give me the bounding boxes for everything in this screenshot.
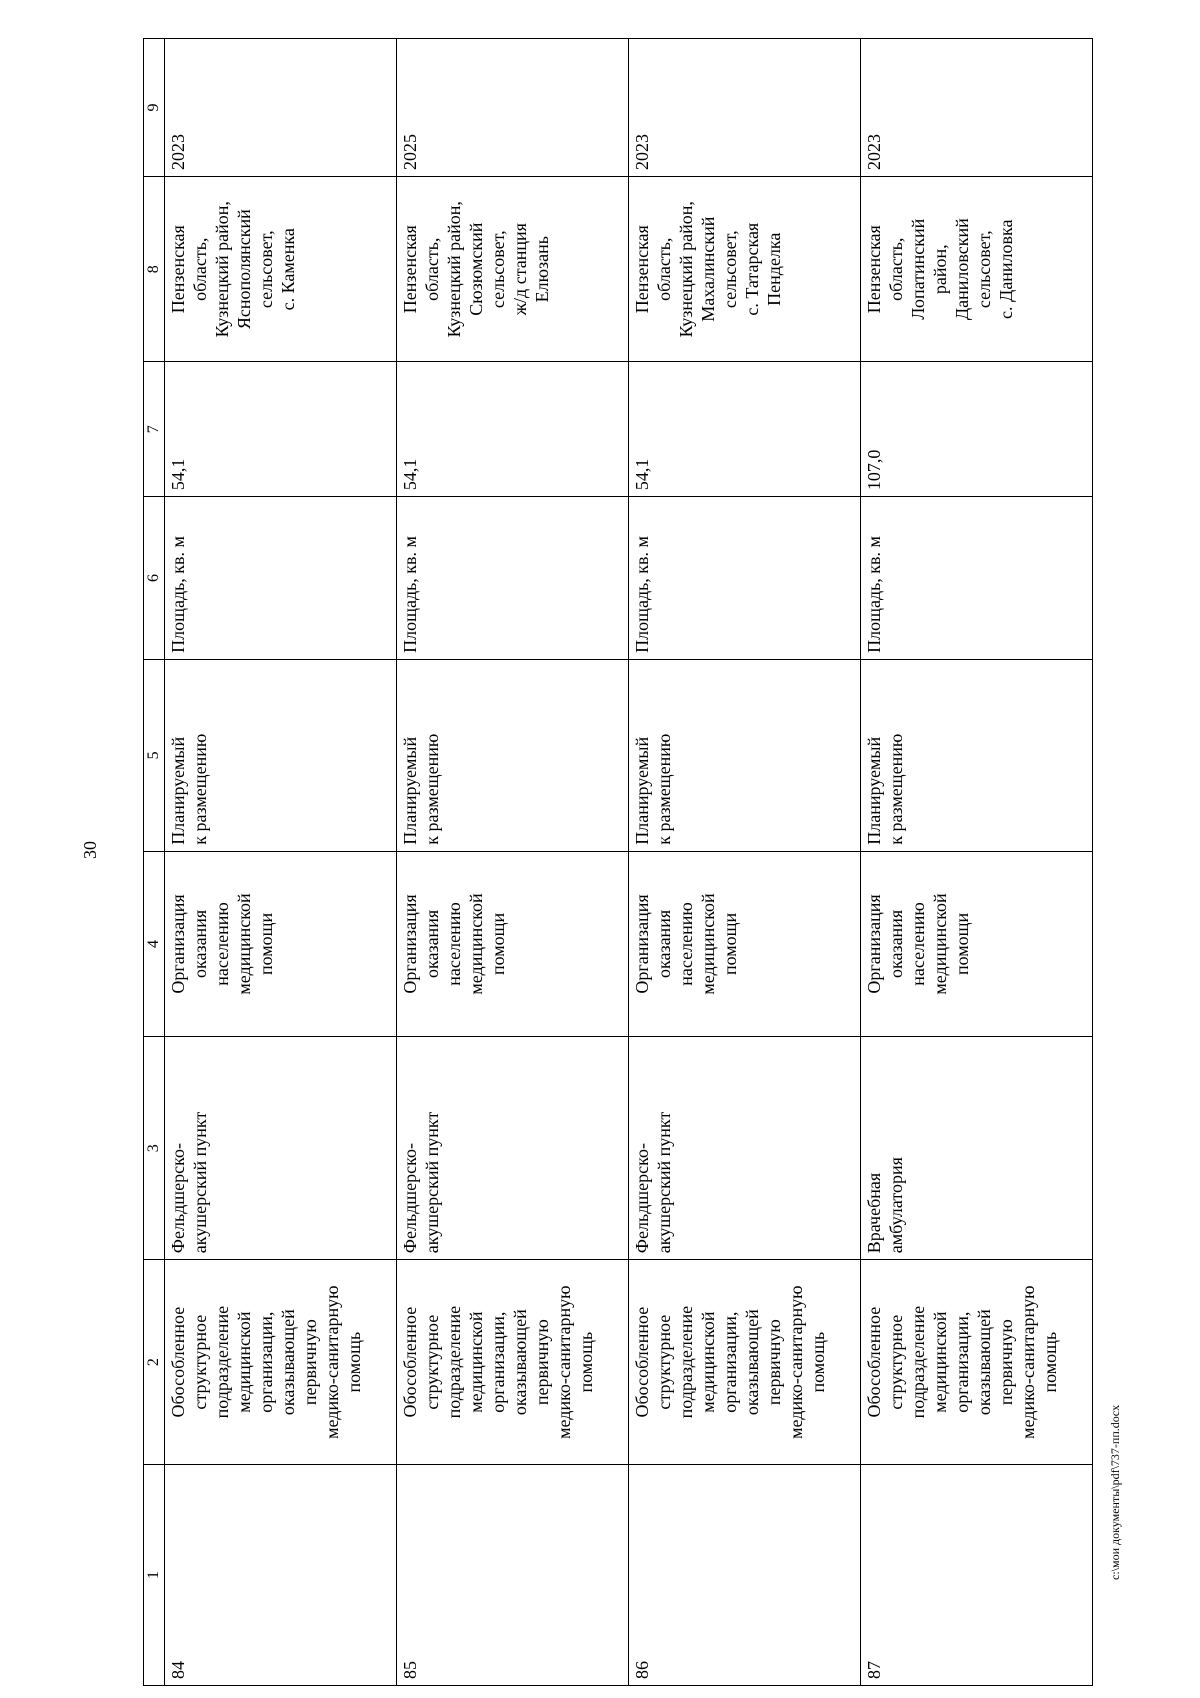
object-type-cell (397, 1260, 629, 1465)
cell-line: с. Татарская (742, 222, 762, 316)
column-number: 5 (144, 659, 165, 851)
object-status-cell (861, 659, 1093, 851)
characteristic-cell: Площадь, кв. м (629, 497, 861, 660)
page-number: 30 (80, 841, 100, 859)
cell-line: Кузнецкий район, (676, 201, 696, 338)
cell-line: Пензенская (632, 225, 652, 314)
column-number: 1 (144, 1465, 165, 1686)
characteristic-cell: Площадь, кв. м (861, 497, 1093, 660)
column-number: 2 (144, 1260, 165, 1465)
cell-line: Планируемый (864, 736, 884, 845)
object-type-cell (861, 1260, 1093, 1465)
cell-line: структурное (190, 1314, 210, 1410)
cell-line: к размещению (190, 733, 210, 845)
column-number-row (144, 39, 165, 1686)
object-status-cell (397, 659, 629, 851)
cell-line: Елюзань (532, 236, 552, 303)
cell-line: помощи (256, 912, 276, 976)
cell-line: область, (654, 237, 674, 301)
cell-line: Пенделка (764, 232, 784, 306)
cell-line: Планируемый (400, 736, 420, 845)
cell-line: первичную (532, 1319, 552, 1406)
cell-line: Фельдшерско- (400, 1143, 420, 1254)
cell-line: подразделение (676, 1305, 696, 1419)
cell-line: акушерский пункт (654, 1111, 674, 1254)
cell-line: Организация (168, 894, 188, 994)
object-status-cell (629, 659, 861, 851)
cell-line: подразделение (908, 1305, 928, 1419)
cell-line: Лопатинский (908, 218, 928, 320)
cell-line: медицинской (698, 1311, 718, 1413)
object-type-cell (165, 1260, 397, 1465)
object-status-cell (165, 659, 397, 851)
column-number: 7 (144, 362, 165, 497)
cell-line: Планируемый (168, 736, 188, 845)
row-number-cell: 84 (165, 1465, 397, 1686)
table-row (629, 39, 861, 1686)
cell-line: Даниловский (952, 218, 972, 321)
cell-line: область, (422, 237, 442, 301)
cell-line: структурное (422, 1314, 442, 1410)
cell-line: Организация (864, 894, 884, 994)
value-cell: 54,1 (165, 362, 397, 497)
year-cell: 2023 (861, 39, 1093, 177)
object-purpose-cell (861, 851, 1093, 1036)
cell-line: организации, (256, 1311, 276, 1413)
footer-file-path: c:\мои документы\pdf\737-пп.docx (1108, 1404, 1122, 1580)
row-number-cell: 86 (629, 1465, 861, 1686)
location-cell (165, 177, 397, 362)
cell-line: с. Каменка (278, 228, 298, 311)
cell-line: оказывающей (974, 1309, 994, 1416)
table-row (397, 39, 629, 1686)
cell-line: Пензенская (400, 225, 420, 314)
cell-line: организации, (720, 1311, 740, 1413)
cell-line: оказания (190, 909, 210, 978)
cell-line: медико-санитарную (322, 1285, 342, 1439)
value-cell: 54,1 (629, 362, 861, 497)
cell-line: структурное (886, 1314, 906, 1410)
cell-line: сельсовет, (720, 230, 740, 309)
cell-line: к размещению (422, 733, 442, 845)
cell-line: медицинской (930, 893, 950, 995)
cell-line: подразделение (444, 1305, 464, 1419)
cell-line: амбулатория (886, 1157, 906, 1254)
cell-line: помощь (1040, 1331, 1060, 1393)
cell-line: Фельдшерско- (632, 1143, 652, 1254)
cell-line: Организация (632, 894, 652, 994)
location-cell (861, 177, 1093, 362)
cell-line: оказания (654, 909, 674, 978)
cell-line: район, (930, 244, 950, 295)
cell-line: населению (444, 902, 464, 986)
column-number: 9 (144, 39, 165, 177)
cell-line: сельсовет, (488, 230, 508, 309)
cell-line: Фельдшерско- (168, 1143, 188, 1254)
cell-line: оказывающей (278, 1309, 298, 1416)
cell-line: Планируемый (632, 736, 652, 845)
cell-line: оказания (422, 909, 442, 978)
year-cell: 2023 (165, 39, 397, 177)
cell-line: подразделение (212, 1305, 232, 1419)
column-number: 8 (144, 177, 165, 362)
value-cell: 107,0 (861, 362, 1093, 497)
cell-line: Обособленное (400, 1306, 420, 1418)
cell-line: Пензенская (864, 225, 884, 314)
cell-line: Кузнецкий район, (444, 201, 464, 338)
planned-objects-table (143, 38, 1093, 1686)
cell-line: Организация (400, 894, 420, 994)
characteristic-cell: Площадь, кв. м (397, 497, 629, 660)
cell-line: Обособленное (168, 1306, 188, 1418)
object-name-cell (861, 1037, 1093, 1260)
characteristic-cell: Площадь, кв. м (165, 497, 397, 660)
cell-line: медико-санитарную (554, 1285, 574, 1439)
cell-line: область, (886, 237, 906, 301)
location-cell (629, 177, 861, 362)
cell-line: Махалинский (698, 216, 718, 322)
cell-line: сельсовет, (974, 230, 994, 309)
cell-line: помощь (808, 1331, 828, 1393)
cell-line: Пензенская (168, 225, 188, 314)
cell-line: Яснополянский (234, 209, 254, 330)
cell-line: Кузнецкий район, (212, 201, 232, 338)
column-number: 3 (144, 1037, 165, 1260)
cell-line: медицинской (234, 893, 254, 995)
cell-line: первичную (764, 1319, 784, 1406)
value-cell: 54,1 (397, 362, 629, 497)
cell-line: к размещению (886, 733, 906, 845)
cell-line: с. Даниловка (996, 219, 1016, 319)
cell-line: населению (676, 902, 696, 986)
cell-line: медицинской (466, 1311, 486, 1413)
cell-line: оказывающей (510, 1309, 530, 1416)
cell-line: первичную (300, 1319, 320, 1406)
column-number: 6 (144, 497, 165, 660)
cell-line: помощь (344, 1331, 364, 1393)
cell-line: ж/д станция (510, 223, 530, 316)
column-number: 4 (144, 851, 165, 1036)
cell-line: организации, (952, 1311, 972, 1413)
cell-line: область, (190, 237, 210, 301)
cell-line: сельсовет, (256, 230, 276, 309)
cell-line: медицинской (466, 893, 486, 995)
year-cell: 2023 (629, 39, 861, 177)
cell-line: к размещению (654, 733, 674, 845)
object-type-cell (629, 1260, 861, 1465)
cell-line: Обособленное (864, 1306, 884, 1418)
row-number-cell: 87 (861, 1465, 1093, 1686)
cell-line: Обособленное (632, 1306, 652, 1418)
object-name-cell (397, 1037, 629, 1260)
cell-line: помощи (488, 912, 508, 976)
cell-line: акушерский пункт (422, 1111, 442, 1254)
object-purpose-cell (629, 851, 861, 1036)
cell-line: населению (212, 902, 232, 986)
cell-line: акушерский пункт (190, 1111, 210, 1254)
cell-line: населению (908, 902, 928, 986)
document-table-container (143, 38, 1093, 1686)
cell-line: Врачебная (864, 1172, 884, 1254)
cell-line: организации, (488, 1311, 508, 1413)
cell-line: медицинской (698, 893, 718, 995)
object-name-cell (629, 1037, 861, 1260)
location-cell (397, 177, 629, 362)
cell-line: помощь (576, 1331, 596, 1393)
cell-line: помощи (952, 912, 972, 976)
object-name-cell (165, 1037, 397, 1260)
table-row (165, 39, 397, 1686)
cell-line: медико-санитарную (1018, 1285, 1038, 1439)
cell-line: медицинской (234, 1311, 254, 1413)
cell-line: структурное (654, 1314, 674, 1410)
cell-line: оказывающей (742, 1309, 762, 1416)
cell-line: первичную (996, 1319, 1016, 1406)
object-purpose-cell (397, 851, 629, 1036)
table-row (861, 39, 1093, 1686)
cell-line: помощи (720, 912, 740, 976)
row-number-cell: 85 (397, 1465, 629, 1686)
cell-line: оказания (886, 909, 906, 978)
year-cell: 2025 (397, 39, 629, 177)
cell-line: Сюзюмский (466, 222, 486, 316)
cell-line: медико-санитарную (786, 1285, 806, 1439)
object-purpose-cell (165, 851, 397, 1036)
cell-line: медицинской (930, 1311, 950, 1413)
